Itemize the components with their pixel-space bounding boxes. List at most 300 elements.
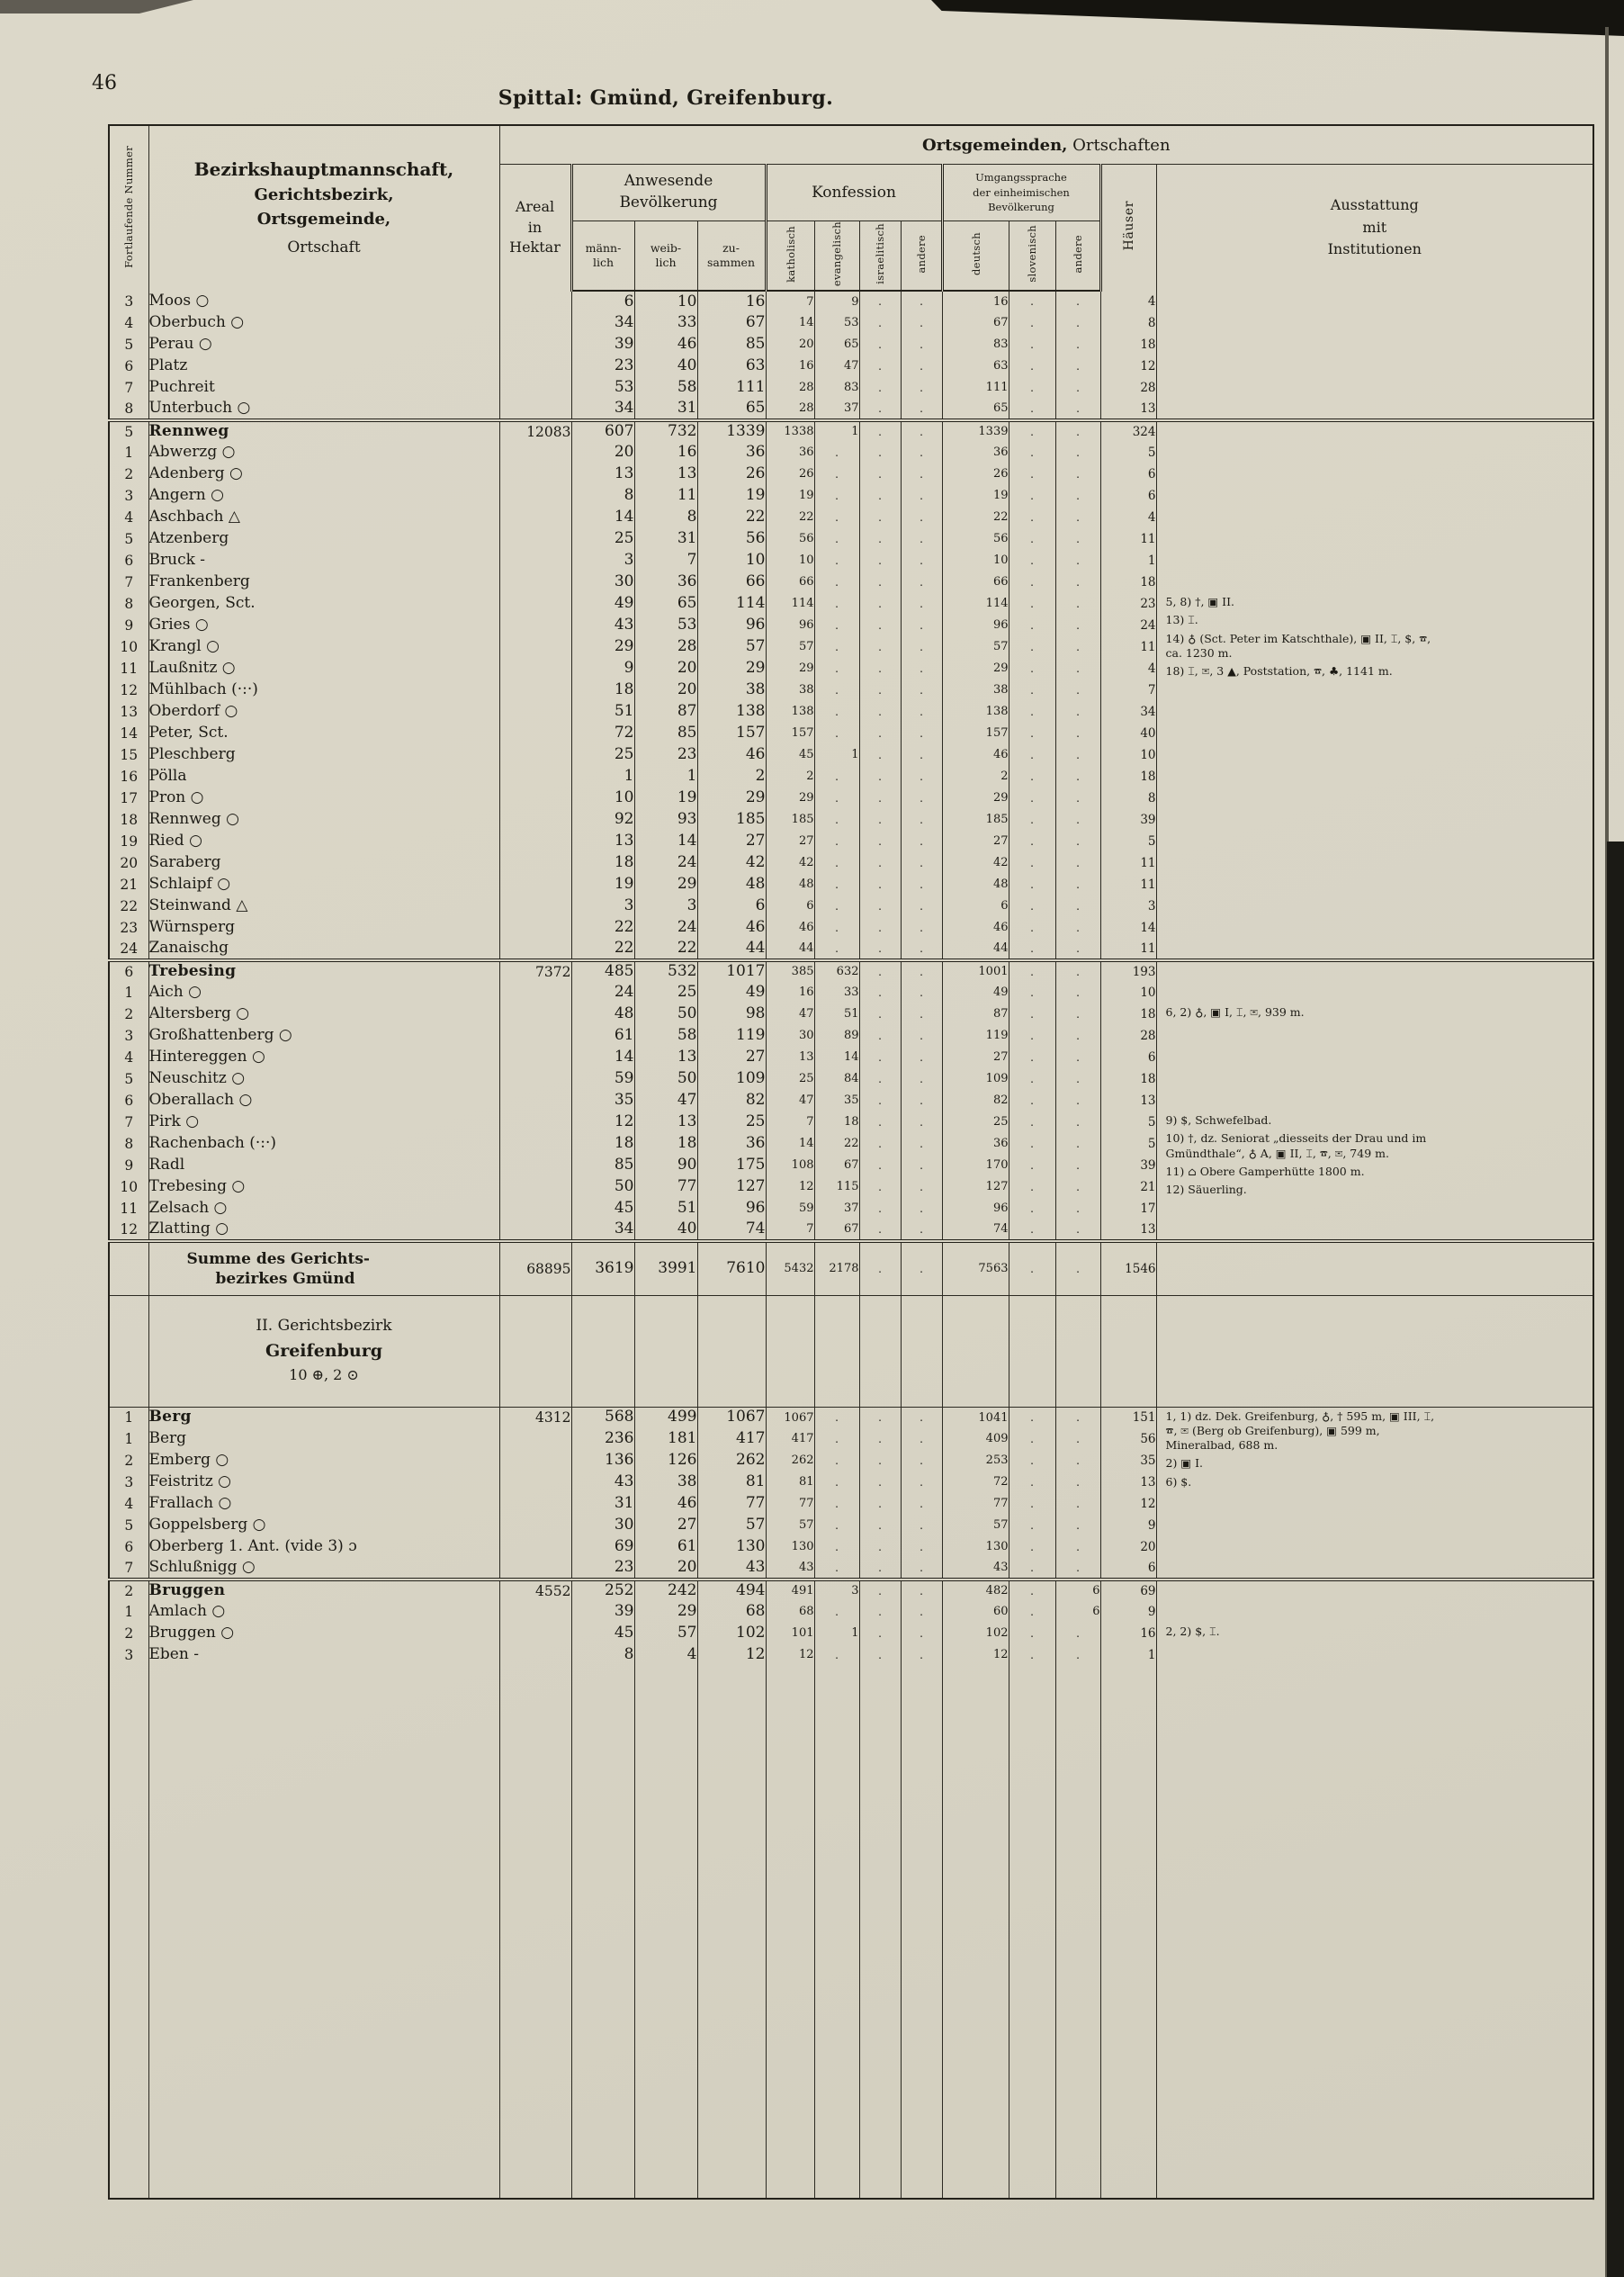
cell-ortsname: Bruck - bbox=[148, 550, 499, 572]
cell-slovenisch: . bbox=[1009, 1493, 1055, 1515]
cell-katholisch: 491 bbox=[766, 1580, 814, 1601]
cell-konfession-andere: . bbox=[901, 1644, 942, 1666]
cell-zusammen bbox=[697, 1295, 766, 1407]
cell-slovenisch: . bbox=[1009, 788, 1055, 809]
cell-konfession-andere: . bbox=[901, 1623, 942, 1644]
cell-number: 4 bbox=[109, 507, 148, 528]
cell-haeuser: 324 bbox=[1100, 420, 1156, 442]
cell-sprache-andere: . bbox=[1055, 1450, 1100, 1472]
cell-ortsname: Goppelsberg ○ bbox=[148, 1515, 499, 1536]
cell-maennlich: 3 bbox=[571, 550, 634, 572]
cell-ortsname: Altersberg ○ bbox=[148, 1004, 499, 1025]
cell-katholisch: 16 bbox=[766, 982, 814, 1004]
cell-institutionen-note bbox=[1156, 680, 1593, 701]
cell-slovenisch: . bbox=[1009, 896, 1055, 917]
anwesende-line2: Bevölkerung bbox=[619, 194, 718, 212]
cell-ortsname: Neuschitz ○ bbox=[148, 1068, 499, 1090]
cell-evangelisch: . bbox=[814, 874, 859, 896]
cell-haeuser: 18 bbox=[1100, 572, 1156, 593]
subheader-weiblich: weib- lich bbox=[634, 221, 697, 292]
cell-areal bbox=[499, 1176, 571, 1198]
cell-sprache-andere: . bbox=[1055, 1155, 1100, 1176]
cell-zusammen: 119 bbox=[697, 1025, 766, 1047]
table-row bbox=[109, 680, 1593, 701]
cell-israelitisch: . bbox=[859, 312, 901, 334]
cell-haeuser: 8 bbox=[1100, 788, 1156, 809]
subheader-slovenisch: slovenisch bbox=[1009, 221, 1055, 292]
cell-number: 4 bbox=[109, 1047, 148, 1068]
cell-evangelisch: . bbox=[814, 572, 859, 593]
cell-zusammen: 7610 bbox=[697, 1241, 766, 1295]
cell-weiblich: 242 bbox=[634, 1580, 697, 1601]
cell-areal bbox=[499, 917, 571, 939]
cell-maennlich bbox=[571, 1295, 634, 1407]
cell-zusammen: 25 bbox=[697, 1112, 766, 1133]
cell-institutionen-note bbox=[1156, 1155, 1593, 1176]
table-row bbox=[109, 334, 1593, 356]
banner-bold-text: Ortsgemeinden, bbox=[921, 135, 1068, 155]
cell-haeuser: 1 bbox=[1100, 1644, 1156, 1666]
cell-ortsname: Emberg ○ bbox=[148, 1450, 499, 1472]
cell-number: 13 bbox=[109, 701, 148, 723]
cell-slovenisch: . bbox=[1009, 399, 1055, 420]
table-row bbox=[109, 1472, 1593, 1493]
cell-zusammen: 157 bbox=[697, 723, 766, 744]
anwesende-line1: Anwesende bbox=[624, 172, 713, 191]
cell-sprache-andere: . bbox=[1055, 1241, 1100, 1295]
cell-number: 5 bbox=[109, 420, 148, 442]
cell-areal bbox=[499, 1558, 571, 1580]
cell-number: 16 bbox=[109, 766, 148, 788]
cell-haeuser: 151 bbox=[1100, 1407, 1156, 1428]
cell-areal bbox=[499, 831, 571, 852]
cell-evangelisch: . bbox=[814, 939, 859, 960]
cell-weiblich: 3991 bbox=[634, 1241, 697, 1295]
cell-weiblich: 31 bbox=[634, 528, 697, 550]
cell-konfession-andere: . bbox=[901, 507, 942, 528]
cell-sprache-andere: . bbox=[1055, 1220, 1100, 1241]
cell-zusammen: 36 bbox=[697, 442, 766, 464]
table-row bbox=[109, 1220, 1593, 1241]
cell-israelitisch: . bbox=[859, 615, 901, 636]
bezirk-header-line3: Ortsgemeinde, bbox=[256, 210, 391, 230]
cell-israelitisch: . bbox=[859, 1112, 901, 1133]
cell-number: 3 bbox=[109, 291, 148, 312]
cell-haeuser: 39 bbox=[1100, 1155, 1156, 1176]
cell-number bbox=[109, 1295, 148, 1407]
cell-number: 2 bbox=[109, 1580, 148, 1601]
section-header-row bbox=[109, 1295, 1593, 1407]
cell-israelitisch: . bbox=[859, 896, 901, 917]
cell-weiblich: 24 bbox=[634, 917, 697, 939]
cell-katholisch: 36 bbox=[766, 442, 814, 464]
cell-maennlich: 72 bbox=[571, 723, 634, 744]
cell-konfession-andere: . bbox=[901, 917, 942, 939]
cell-institutionen-note: 9) $, Schwefelbad. 10) †, dz. Seniorat „diesseits der Drau und im Gmündthale“, ♁ A, ▣ II, ⌶, ☎, ✉, 749 m. 11) ⌂ Obere Gamperhütte 1800 m. 12) Säuerling. bbox=[1156, 1112, 1593, 1133]
cell-zusammen: 185 bbox=[697, 809, 766, 831]
cell-israelitisch: . bbox=[859, 874, 901, 896]
cell-evangelisch: . bbox=[814, 507, 859, 528]
cell-sprache-andere: . bbox=[1055, 960, 1100, 982]
cell-katholisch: 7 bbox=[766, 1220, 814, 1241]
cell-maennlich: 22 bbox=[571, 939, 634, 960]
cell-katholisch: 38 bbox=[766, 680, 814, 701]
cell-israelitisch: . bbox=[859, 291, 901, 312]
cell-deutsch: 1339 bbox=[942, 420, 1009, 442]
cell-evangelisch: 51 bbox=[814, 1004, 859, 1025]
cell-konfession-andere: . bbox=[901, 874, 942, 896]
cell-sprache-andere: . bbox=[1055, 917, 1100, 939]
cell-institutionen-note: 5, 8) †, ▣ II. 13) ⌶. 14) ♁ (Sct. Peter im Katschthale), ▣ II, ⌶, $, ☎, ca. 1230 m. 18) ⌶, ✉, 3 ▲, Poststation, ☎, ♣, 1141 m. bbox=[1156, 593, 1593, 615]
cell-haeuser: 9 bbox=[1100, 1515, 1156, 1536]
cell-institutionen-note bbox=[1156, 1133, 1593, 1155]
cell-israelitisch: . bbox=[859, 701, 901, 723]
cell-deutsch: 482 bbox=[942, 1580, 1009, 1601]
cell-konfession-andere: . bbox=[901, 1450, 942, 1472]
cell-konfession-andere: . bbox=[901, 550, 942, 572]
cell-deutsch: 16 bbox=[942, 291, 1009, 312]
cell-number: 1 bbox=[109, 1601, 148, 1623]
cell-slovenisch: . bbox=[1009, 291, 1055, 312]
cell-ortsname: Zanaischg bbox=[148, 939, 499, 960]
cell-slovenisch: . bbox=[1009, 874, 1055, 896]
cell-sprache-andere: . bbox=[1055, 1407, 1100, 1428]
table-row bbox=[109, 615, 1593, 636]
cell-institutionen-note bbox=[1156, 982, 1593, 1004]
cell-deutsch: 1001 bbox=[942, 960, 1009, 982]
cell-deutsch: 96 bbox=[942, 615, 1009, 636]
cell-sprache-andere: . bbox=[1055, 442, 1100, 464]
cell-institutionen-note bbox=[1156, 442, 1593, 464]
cell-zusammen: 111 bbox=[697, 377, 766, 399]
cell-number: 20 bbox=[109, 852, 148, 874]
cell-katholisch: 59 bbox=[766, 1198, 814, 1220]
cell-zusammen: 417 bbox=[697, 1428, 766, 1450]
cell-haeuser: 12 bbox=[1100, 356, 1156, 377]
cell-konfession-andere: . bbox=[901, 1580, 942, 1601]
cell-institutionen-note bbox=[1156, 896, 1593, 917]
cell-israelitisch: . bbox=[859, 636, 901, 658]
cell-deutsch: 119 bbox=[942, 1025, 1009, 1047]
cell-areal bbox=[499, 377, 571, 399]
cell-israelitisch: . bbox=[859, 1536, 901, 1558]
cell-deutsch: 7563 bbox=[942, 1241, 1009, 1295]
cell-evangelisch: . bbox=[814, 550, 859, 572]
cell-maennlich: 8 bbox=[571, 485, 634, 507]
cell-deutsch: 83 bbox=[942, 334, 1009, 356]
column-header-haeuser bbox=[1100, 165, 1156, 292]
cell-maennlich: 19 bbox=[571, 874, 634, 896]
cell-evangelisch: . bbox=[814, 1450, 859, 1472]
cell-number: 19 bbox=[109, 831, 148, 852]
table-row bbox=[109, 1493, 1593, 1515]
cell-maennlich: 51 bbox=[571, 701, 634, 723]
cell-slovenisch: . bbox=[1009, 1047, 1055, 1068]
cell-zusammen: 494 bbox=[697, 1580, 766, 1601]
cell-sprache-andere: . bbox=[1055, 896, 1100, 917]
cell-zusammen: 65 bbox=[697, 399, 766, 420]
cell-israelitisch: . bbox=[859, 658, 901, 680]
ausstattung-line1: Ausstattung bbox=[1330, 195, 1419, 213]
cell-evangelisch: . bbox=[814, 1515, 859, 1536]
table-row bbox=[109, 1515, 1593, 1536]
cell-sprache-andere: . bbox=[1055, 1536, 1100, 1558]
cell-weiblich: 13 bbox=[634, 464, 697, 485]
cell-ortsname: Rachenbach (·:·) bbox=[148, 1133, 499, 1155]
cell-slovenisch: . bbox=[1009, 809, 1055, 831]
cell-haeuser: 24 bbox=[1100, 615, 1156, 636]
cell-israelitisch: . bbox=[859, 1004, 901, 1025]
cell-katholisch: 1338 bbox=[766, 420, 814, 442]
table-row bbox=[109, 788, 1593, 809]
cell-areal bbox=[499, 1004, 571, 1025]
cell-slovenisch: . bbox=[1009, 1558, 1055, 1580]
cell-number: 4 bbox=[109, 312, 148, 334]
cell-slovenisch: . bbox=[1009, 1515, 1055, 1536]
cell-deutsch: 26 bbox=[942, 464, 1009, 485]
cell-zusammen: 77 bbox=[697, 1493, 766, 1515]
cell-areal bbox=[499, 1198, 571, 1220]
cell-katholisch: 385 bbox=[766, 960, 814, 982]
cell-konfession-andere: . bbox=[901, 939, 942, 960]
cell-ortsname: Pölla bbox=[148, 766, 499, 788]
cell-deutsch: 43 bbox=[942, 1558, 1009, 1580]
cell-slovenisch: . bbox=[1009, 917, 1055, 939]
cell-number: 9 bbox=[109, 1155, 148, 1176]
cell-maennlich: 50 bbox=[571, 1176, 634, 1198]
cell-katholisch: 48 bbox=[766, 874, 814, 896]
cell-zusammen: 6 bbox=[697, 896, 766, 917]
subheader-sprache-andere: andere bbox=[1055, 221, 1100, 292]
cell-ortsname: Bruggen ○ bbox=[148, 1623, 499, 1644]
cell-haeuser: 4 bbox=[1100, 291, 1156, 312]
cell-sprache-andere: . bbox=[1055, 1472, 1100, 1493]
cell-weiblich: 57 bbox=[634, 1623, 697, 1644]
cell-haeuser: 20 bbox=[1100, 1536, 1156, 1558]
umgangssprache-line2: der einheimischen bbox=[973, 185, 1070, 199]
cell-weiblich: 50 bbox=[634, 1004, 697, 1025]
cell-institutionen-note bbox=[1156, 852, 1593, 874]
cell-institutionen-note: 6, 2) ♁, ▣ I, ⌶, ✉, 939 m. bbox=[1156, 1004, 1593, 1025]
cell-haeuser: 8 bbox=[1100, 312, 1156, 334]
cell-katholisch: 26 bbox=[766, 464, 814, 485]
column-header-anwesende-bevoelkerung bbox=[571, 165, 766, 221]
cell-slovenisch: . bbox=[1009, 507, 1055, 528]
cell-konfession-andere: . bbox=[901, 1047, 942, 1068]
cell-areal bbox=[499, 550, 571, 572]
cell-ortsname: Gries ○ bbox=[148, 615, 499, 636]
cell-areal bbox=[499, 593, 571, 615]
cell-konfession-andere: . bbox=[901, 399, 942, 420]
cell-maennlich: 34 bbox=[571, 312, 634, 334]
cell-areal bbox=[499, 507, 571, 528]
cell-institutionen-note bbox=[1156, 615, 1593, 636]
cell-katholisch: 262 bbox=[766, 1450, 814, 1472]
column-header-areal bbox=[499, 165, 571, 292]
cell-ortsname: Schlußnigg ○ bbox=[148, 1558, 499, 1580]
cell-number: 1 bbox=[109, 982, 148, 1004]
cell-number: 17 bbox=[109, 788, 148, 809]
cell-maennlich: 568 bbox=[571, 1407, 634, 1428]
scan-artifact-top-right bbox=[931, 0, 1624, 36]
cell-weiblich: 23 bbox=[634, 744, 697, 766]
table-row bbox=[109, 1623, 1593, 1644]
cell-katholisch: 81 bbox=[766, 1472, 814, 1493]
cell-sprache-andere: . bbox=[1055, 464, 1100, 485]
cell-weiblich: 87 bbox=[634, 701, 697, 723]
cell-weiblich: 38 bbox=[634, 1472, 697, 1493]
cell-haeuser: 11 bbox=[1100, 528, 1156, 550]
cell-israelitisch: . bbox=[859, 334, 901, 356]
cell-zusammen: 56 bbox=[697, 528, 766, 550]
cell-slovenisch: . bbox=[1009, 377, 1055, 399]
cell-areal bbox=[499, 1666, 571, 2199]
cell-evangelisch: . bbox=[814, 1558, 859, 1580]
cell-evangelisch: . bbox=[814, 917, 859, 939]
cell-maennlich: 34 bbox=[571, 399, 634, 420]
areal-line2: in bbox=[527, 218, 543, 236]
cell-haeuser: 16 bbox=[1100, 1623, 1156, 1644]
table-row bbox=[109, 701, 1593, 723]
cell-sprache-andere: . bbox=[1055, 615, 1100, 636]
cell-maennlich: 59 bbox=[571, 1068, 634, 1090]
cell-institutionen-note bbox=[1156, 1580, 1593, 1601]
cell-zusammen: 1067 bbox=[697, 1407, 766, 1428]
cell-deutsch: 46 bbox=[942, 744, 1009, 766]
cell-katholisch bbox=[766, 1295, 814, 1407]
cell-number: 6 bbox=[109, 1090, 148, 1112]
cell-katholisch: 108 bbox=[766, 1155, 814, 1176]
cell-institutionen-note bbox=[1156, 1666, 1593, 2199]
cell-maennlich: 34 bbox=[571, 1220, 634, 1241]
cell-number: 15 bbox=[109, 744, 148, 766]
cell-areal bbox=[499, 1090, 571, 1112]
cell-ortsname: Rennweg ○ bbox=[148, 809, 499, 831]
table-row bbox=[109, 874, 1593, 896]
cell-haeuser: 5 bbox=[1100, 1133, 1156, 1155]
cell-ortsname: Ried ○ bbox=[148, 831, 499, 852]
cell-ortsname: Bruggen bbox=[148, 1580, 499, 1601]
cell-institutionen-note bbox=[1156, 1047, 1593, 1068]
cell-number: 11 bbox=[109, 658, 148, 680]
cell-katholisch: 96 bbox=[766, 615, 814, 636]
cell-ortsname: Angern ○ bbox=[148, 485, 499, 507]
cell-israelitisch: . bbox=[859, 507, 901, 528]
cell-weiblich: 33 bbox=[634, 312, 697, 334]
cell-number: 7 bbox=[109, 1112, 148, 1133]
cell-sprache-andere: . bbox=[1055, 1493, 1100, 1515]
cell-evangelisch: . bbox=[814, 636, 859, 658]
cell-deutsch: 409 bbox=[942, 1428, 1009, 1450]
cell-konfession-andere: . bbox=[901, 1515, 942, 1536]
cell-weiblich: 126 bbox=[634, 1450, 697, 1472]
cell-areal bbox=[499, 1450, 571, 1472]
table-body bbox=[109, 291, 1593, 2199]
cell-haeuser: 56 bbox=[1100, 1428, 1156, 1450]
cell-katholisch: 22 bbox=[766, 507, 814, 528]
cell-slovenisch: . bbox=[1009, 1644, 1055, 1666]
cell-konfession-andere: . bbox=[901, 1407, 942, 1428]
cell-areal bbox=[499, 723, 571, 744]
cell-slovenisch: . bbox=[1009, 1407, 1055, 1428]
cell-ortsname: Aschbach △ bbox=[148, 507, 499, 528]
cell-maennlich: 49 bbox=[571, 593, 634, 615]
table-row bbox=[109, 1176, 1593, 1198]
cell-slovenisch: . bbox=[1009, 593, 1055, 615]
cell-ortsname: Peter, Sct. bbox=[148, 723, 499, 744]
cell-zusammen: 138 bbox=[697, 701, 766, 723]
cell-evangelisch: 33 bbox=[814, 982, 859, 1004]
cell-israelitisch: . bbox=[859, 809, 901, 831]
cell-zusammen: 57 bbox=[697, 636, 766, 658]
cell-evangelisch: . bbox=[814, 1601, 859, 1623]
cell-israelitisch bbox=[859, 1295, 901, 1407]
cell-slovenisch: . bbox=[1009, 701, 1055, 723]
cell-sprache-andere: . bbox=[1055, 809, 1100, 831]
cell-areal: 12083 bbox=[499, 420, 571, 442]
cell-zusammen: 74 bbox=[697, 1220, 766, 1241]
cell-zusammen bbox=[697, 1666, 766, 2199]
cell-maennlich: 18 bbox=[571, 1133, 634, 1155]
cell-maennlich: 29 bbox=[571, 636, 634, 658]
cell-ortsname: Berg bbox=[148, 1407, 499, 1428]
cell-areal bbox=[499, 788, 571, 809]
cell-katholisch: 138 bbox=[766, 701, 814, 723]
table-row bbox=[109, 636, 1593, 658]
cell-katholisch: 46 bbox=[766, 917, 814, 939]
cell-israelitisch: . bbox=[859, 399, 901, 420]
cell-haeuser: 17 bbox=[1100, 1198, 1156, 1220]
cell-maennlich: 14 bbox=[571, 1047, 634, 1068]
cell-evangelisch: 22 bbox=[814, 1133, 859, 1155]
cell-maennlich: 10 bbox=[571, 788, 634, 809]
cell-slovenisch: . bbox=[1009, 960, 1055, 982]
cell-number: 22 bbox=[109, 896, 148, 917]
cell-israelitisch: . bbox=[859, 593, 901, 615]
cell-deutsch: 2 bbox=[942, 766, 1009, 788]
cell-maennlich: 35 bbox=[571, 1090, 634, 1112]
table-row bbox=[109, 528, 1593, 550]
table-header bbox=[109, 125, 1593, 291]
cell-konfession-andere: . bbox=[901, 1428, 942, 1450]
cell-weiblich: 93 bbox=[634, 809, 697, 831]
cell-israelitisch: . bbox=[859, 1198, 901, 1220]
cell-evangelisch: 115 bbox=[814, 1176, 859, 1198]
table-row bbox=[109, 1428, 1593, 1450]
cell-israelitisch: . bbox=[859, 1428, 901, 1450]
cell-haeuser: 28 bbox=[1100, 377, 1156, 399]
cell-israelitisch: . bbox=[859, 1068, 901, 1090]
column-header-umgangssprache bbox=[942, 165, 1100, 221]
cell-haeuser: 40 bbox=[1100, 723, 1156, 744]
cell-number: 3 bbox=[109, 1025, 148, 1047]
cell-maennlich: 45 bbox=[571, 1623, 634, 1644]
cell-konfession-andere: . bbox=[901, 291, 942, 312]
cell-areal bbox=[499, 852, 571, 874]
cell-sprache-andere: . bbox=[1055, 939, 1100, 960]
cell-deutsch: 27 bbox=[942, 1047, 1009, 1068]
cell-weiblich: 58 bbox=[634, 1025, 697, 1047]
cell-konfession-andere: . bbox=[901, 528, 942, 550]
cell-institutionen-note bbox=[1156, 1472, 1593, 1493]
cell-institutionen-note bbox=[1156, 960, 1593, 982]
cell-slovenisch: . bbox=[1009, 1133, 1055, 1155]
cell-slovenisch: . bbox=[1009, 1155, 1055, 1176]
cell-deutsch: 111 bbox=[942, 377, 1009, 399]
cell-institutionen-note bbox=[1156, 507, 1593, 528]
cell-haeuser: 10 bbox=[1100, 744, 1156, 766]
cell-areal bbox=[499, 939, 571, 960]
